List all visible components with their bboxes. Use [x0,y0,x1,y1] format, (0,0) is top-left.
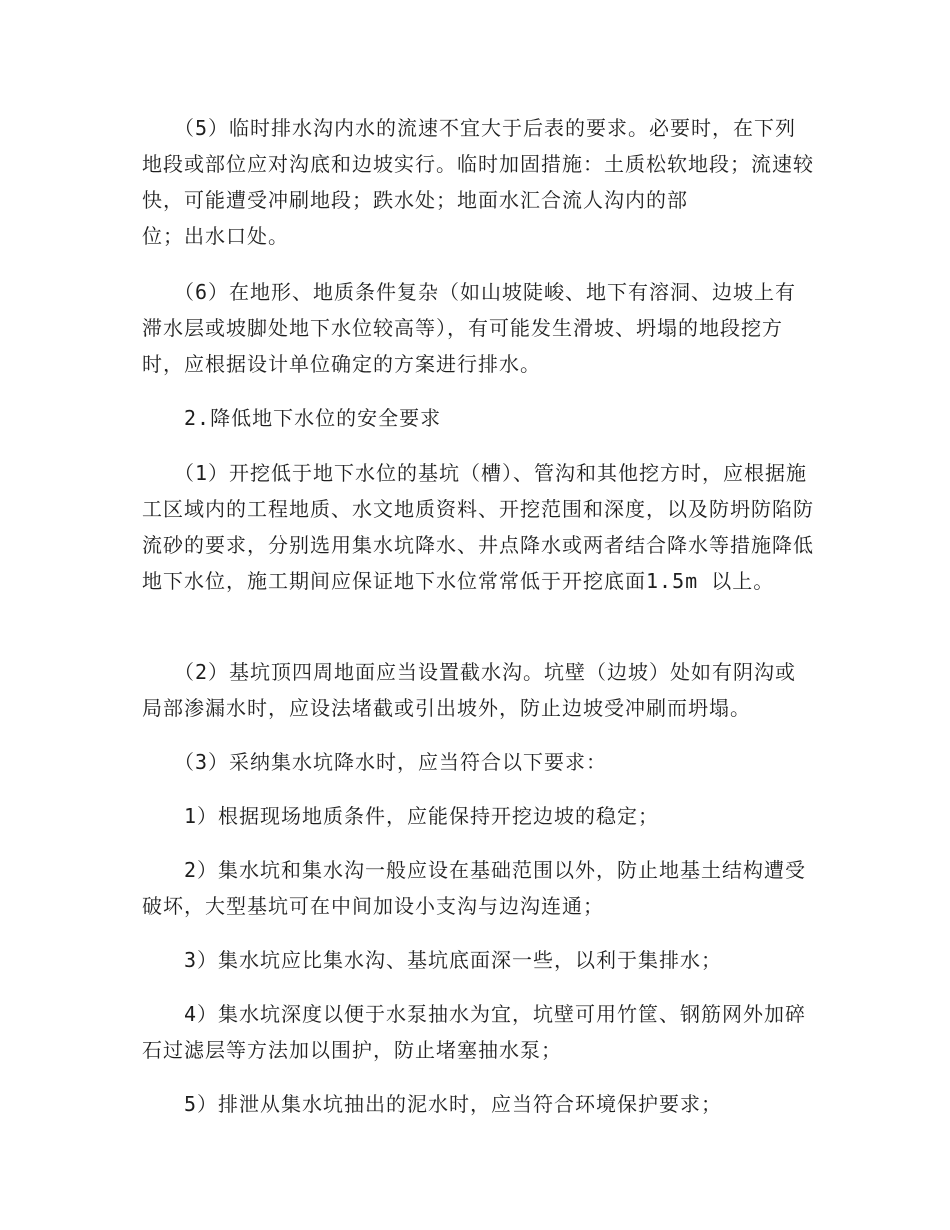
paragraph-complex-terrain-drainage: （6）在地形、地质条件复杂（如山坡陡峻、地下有溶洞、边坡上有滞水层或坡脚处地下水位较高等），有可能发生滑坡、坍塌的地段挖方时，应根据设计单位确定的方案进行排水。 [142,280,797,376]
list-item-slope-stability: 1）根据现场地质条件，应能保持开挖边坡的稳定； [142,804,660,828]
section-heading-groundwater: 2.降低地下水位的安全要求 [142,406,442,430]
list-item-sump-protection: 4）集水坑深度以便于水泵抽水为宜，坑壁可用竹筐、钢筋网外加碎石过滤层等方法加以围护，防止堵塞抽水泵； [142,1002,807,1062]
list-item-mud-discharge: 5）排泄从集水坑抽出的泥水时，应当符合环境保护要求； [142,1092,723,1116]
paragraph-groundwater-lowering: （1）开挖低于地下水位的基坑（槽）、管沟和其他挖方时，应根据施工区域内的工程地质、水文地质资料、开挖范围和深度，以及防坍防陷防流砂的要求，分别选用集水坑降水、井点降水或两者结合降水等措施降低地下水位，施工期间应保证地下水位常常低于开挖底面1.5m 以上。 [142,461,814,593]
paragraph-sump-requirements: （3）采纳集水坑降水时，应当符合以下要求： [142,750,608,774]
paragraph-intercepting-ditch: （2）基坑顶四周地面应当设置截水沟。坑壁（边坡）处如有阴沟或局部渗漏水时，应设法堵截或引出坡外，防止边坡受冲刷而坍塌。 [142,660,797,720]
list-item-sump-depth: 3）集水坑应比集水沟、基坑底面深一些，以利于集排水； [142,948,723,972]
list-item-sump-location: 2）集水坑和集水沟一般应设在基础范围以外，防止地基土结构遭受破坏，大型基坑可在中间加设小支沟与边沟连通； [142,858,807,918]
paragraph-temporary-drainage-speed: （5）临时排水沟内水的流速不宜大于后表的要求。必要时，在下列地段或部位应对沟底和边坡实行。临时加固措施：土质松软地段；流速较快，可能遭受冲刷地段；跌水处；地面水汇合流人沟内的部 位；出水口处。 [142,116,814,248]
